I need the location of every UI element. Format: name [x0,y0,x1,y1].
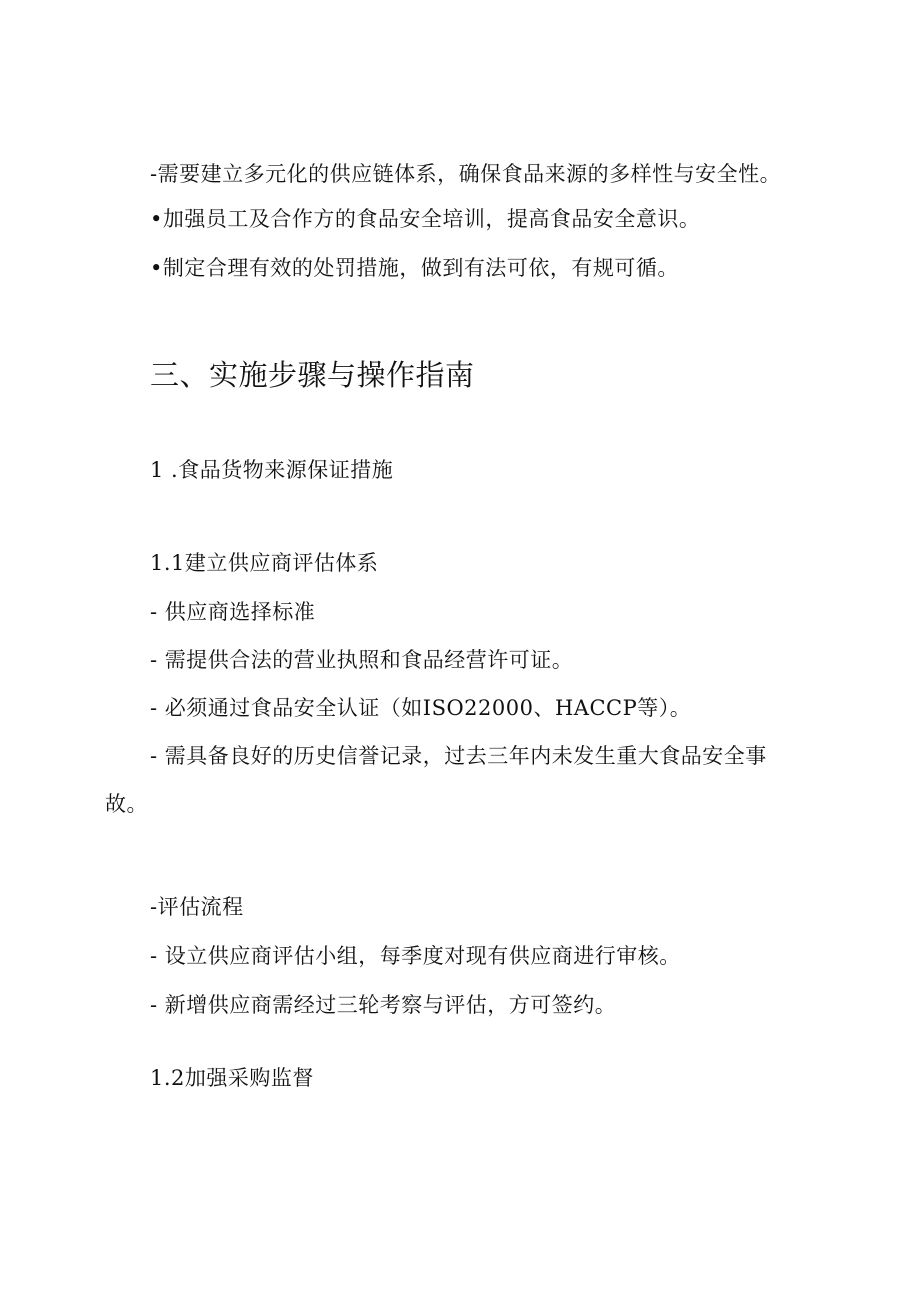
section-heading: 三、实施步骤与操作指南 [150,358,475,392]
subsection-title-1-2: 1.2加强采购监督 [150,1066,314,1090]
bullet-training: •加强员工及合作方的食品安全培训，提高食品安全意识。 [150,207,701,231]
process-title: -评估流程 [150,895,244,919]
subsection-title-1-1: 1.1建立供应商评估体系 [150,551,379,575]
criteria-title: - 供应商选择标准 [150,600,316,624]
process-item-new-supplier: - 新增供应商需经过三轮考察与评估，方可签约。 [150,993,617,1017]
bullet-penalty: •制定合理有效的处罚措施，做到有法可依，有规可循。 [150,256,679,280]
subsection-title-1: 1 .食品货物来源保证措施 [150,458,394,482]
paragraph-supply-chain: -需要建立多元化的供应链体系，确保食品来源的多样性与安全性。 [150,162,782,186]
criteria-item-reputation-continued: 故。 [105,792,148,816]
criteria-item-license: - 需提供合法的营业执照和食品经营许可证。 [150,648,574,672]
process-item-quarterly-review: - 设立供应商评估小组，每季度对现有供应商进行审核。 [150,944,681,968]
criteria-item-reputation: - 需具备良好的历史信誉记录，过去三年内未发生重大食品安全事 [150,744,767,768]
criteria-item-certification: - 必须通过食品安全认证（如ISO22000、HACCP等）。 [150,696,692,720]
